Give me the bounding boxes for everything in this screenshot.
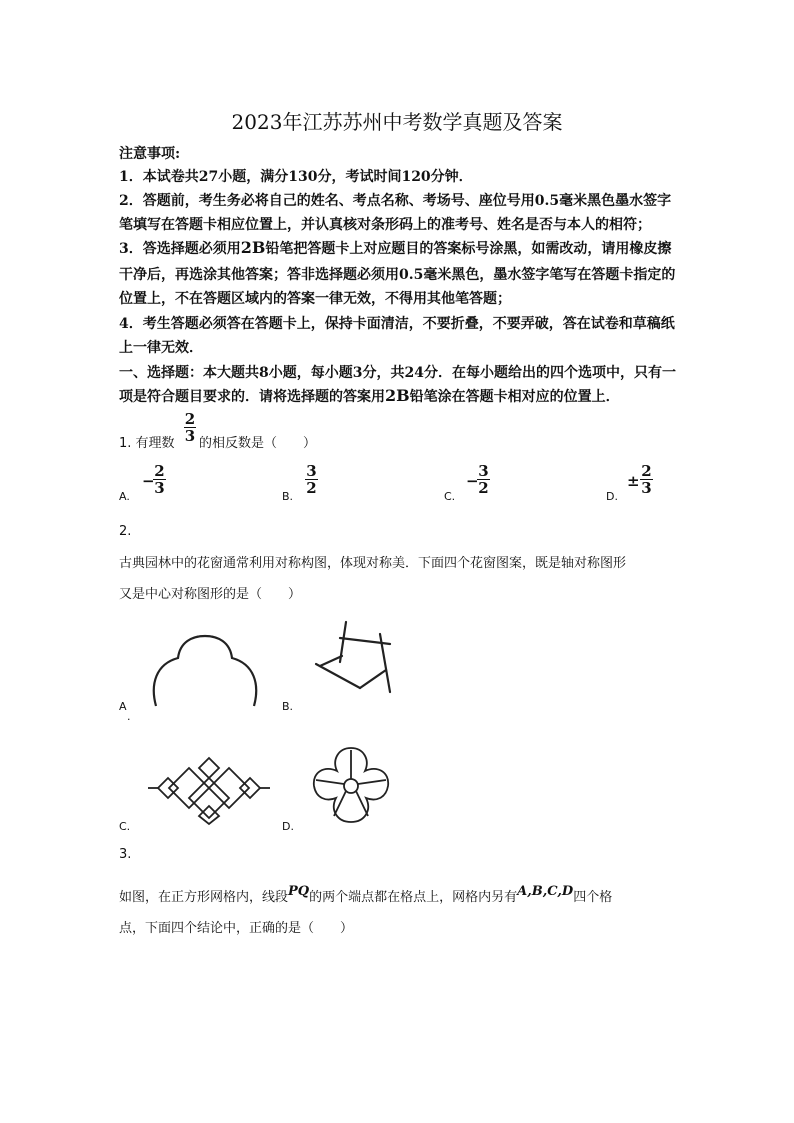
q1-option-c-sign: − — [466, 472, 479, 490]
q1-option-a-numerator: 2 — [154, 462, 165, 480]
q1-option-c-fraction — [477, 463, 490, 496]
q2-option-c-lattice-figure — [148, 756, 270, 826]
q2-option-a-label: A — [119, 700, 127, 713]
q2-option-b-label: B. — [282, 700, 294, 713]
q2-option-b-pinwheel-figure — [314, 620, 396, 700]
q1-stem-post: 的相反数是（ ） — [199, 436, 317, 451]
q3-line-1-mid: 的两个端点都在格点上，网格内另有 — [309, 890, 518, 905]
q3-segment-pq: PQ — [288, 884, 310, 899]
q1-option-b-fraction — [305, 463, 318, 496]
notice-line-3c: 位置上，不在答题区域内的答案一律无效，不得用其他笔答题； — [119, 291, 511, 307]
q1-stem-pre: 1. 有理数 — [119, 436, 175, 451]
q1-option-c-label: C. — [444, 490, 456, 503]
q2-number: 2. — [119, 524, 132, 539]
q3-points-abcd: A,B,C,D — [517, 884, 574, 899]
q1-option-d-fraction — [640, 463, 653, 496]
q1-option-c-numerator: 3 — [478, 462, 489, 480]
notice-line-4b: 上一律无效． — [119, 340, 203, 356]
section1-line-1: 一、选择题：本大题共8小题，每小题3分，共24分．在每小题给出的四个选项中，只有一 — [119, 365, 676, 381]
q2-option-a-cloud-figure — [150, 634, 260, 714]
notice-line-3a — [119, 238, 671, 258]
notice-line-3b: 干净后，再选涂其他答案；答非选择题必须用0.5毫米黑色，墨水签字笔写在答题卡指定的 — [119, 267, 676, 283]
q2-option-c-label: C. — [119, 820, 131, 833]
section1-line-2-post: 铅笔涂在答题卡相对应的位置上． — [409, 389, 620, 405]
notice-line-1: 1．本试卷共27小题，满分130分，考试时间120分钟． — [119, 169, 473, 185]
q1-option-a-denominator: 3 — [154, 479, 165, 497]
q2-option-d-flower-figure — [310, 744, 392, 824]
q1-option-c-denominator: 2 — [478, 479, 489, 497]
q1-fraction — [184, 411, 196, 444]
section1-line-2 — [119, 386, 620, 406]
section1-line-2-pre: 项是符合题目要求的．请将选择题的答案用 — [119, 389, 385, 405]
q1-option-d-denominator: 3 — [641, 479, 652, 497]
notice-line-4a: 4．考生答题必须答在答题卡上，保持卡面清洁，不要折叠，不要弄破，答在试卷和草稿纸 — [119, 316, 675, 332]
q1-option-b-denominator: 2 — [306, 479, 317, 497]
notice-line-3a-pre: 3．答选择题必须用 — [119, 241, 241, 257]
q1-option-a-sign: − — [142, 472, 155, 490]
q1-fraction-denominator: 3 — [184, 427, 196, 445]
q2-line-1: 古典园林中的花窗通常利用对称构图，体现对称美．下面四个花窗图案，既是轴对称图形 — [119, 556, 627, 571]
section1-2b-pencil: 2B — [385, 386, 410, 405]
notice-line-2b: 笔填写在答题卡相应位置上，并认真核对条形码上的准考号、姓名是否与本人的相符； — [119, 217, 651, 233]
q3-number: 3. — [119, 847, 132, 862]
q1-option-d-numerator: 2 — [641, 462, 652, 480]
q3-line-2: 点，下面四个结论中，正确的是（ ） — [119, 921, 354, 936]
q1-option-d-label: D. — [606, 490, 618, 503]
q3-line-1-post: 四个格 — [573, 890, 613, 905]
notice-2b-pencil: 2B — [240, 238, 266, 257]
q1-option-d-sign: ± — [627, 472, 640, 490]
notice-heading: 注意事项: — [119, 146, 181, 162]
q1-option-a-label: A. — [119, 490, 130, 503]
notice-line-3a-post: 铅笔把答题卡上对应题目的答案标号涂黑，如需改动，请用橡皮擦 — [265, 241, 672, 257]
q3-line-1-pre: 如图，在正方形网格内，线段 — [119, 890, 289, 905]
q1-option-b-numerator: 3 — [306, 462, 317, 480]
q1-fraction-numerator: 2 — [184, 410, 196, 428]
q1-option-b-label: B. — [282, 490, 294, 503]
q2-option-d-label: D. — [282, 820, 294, 833]
q1-option-a-fraction — [153, 463, 166, 496]
q3-line-1 — [119, 886, 612, 905]
page-title: 2023年江苏苏州中考数学真题及答案 — [231, 110, 563, 134]
q2-option-a-dot: . — [127, 710, 131, 723]
q2-line-2: 又是中心对称图形的是（ ） — [119, 587, 302, 602]
notice-line-2a: 2．答题前，考生务必将自己的姓名、考点名称、考场号、座位号用0.5毫米黑色墨水签字 — [119, 193, 672, 209]
